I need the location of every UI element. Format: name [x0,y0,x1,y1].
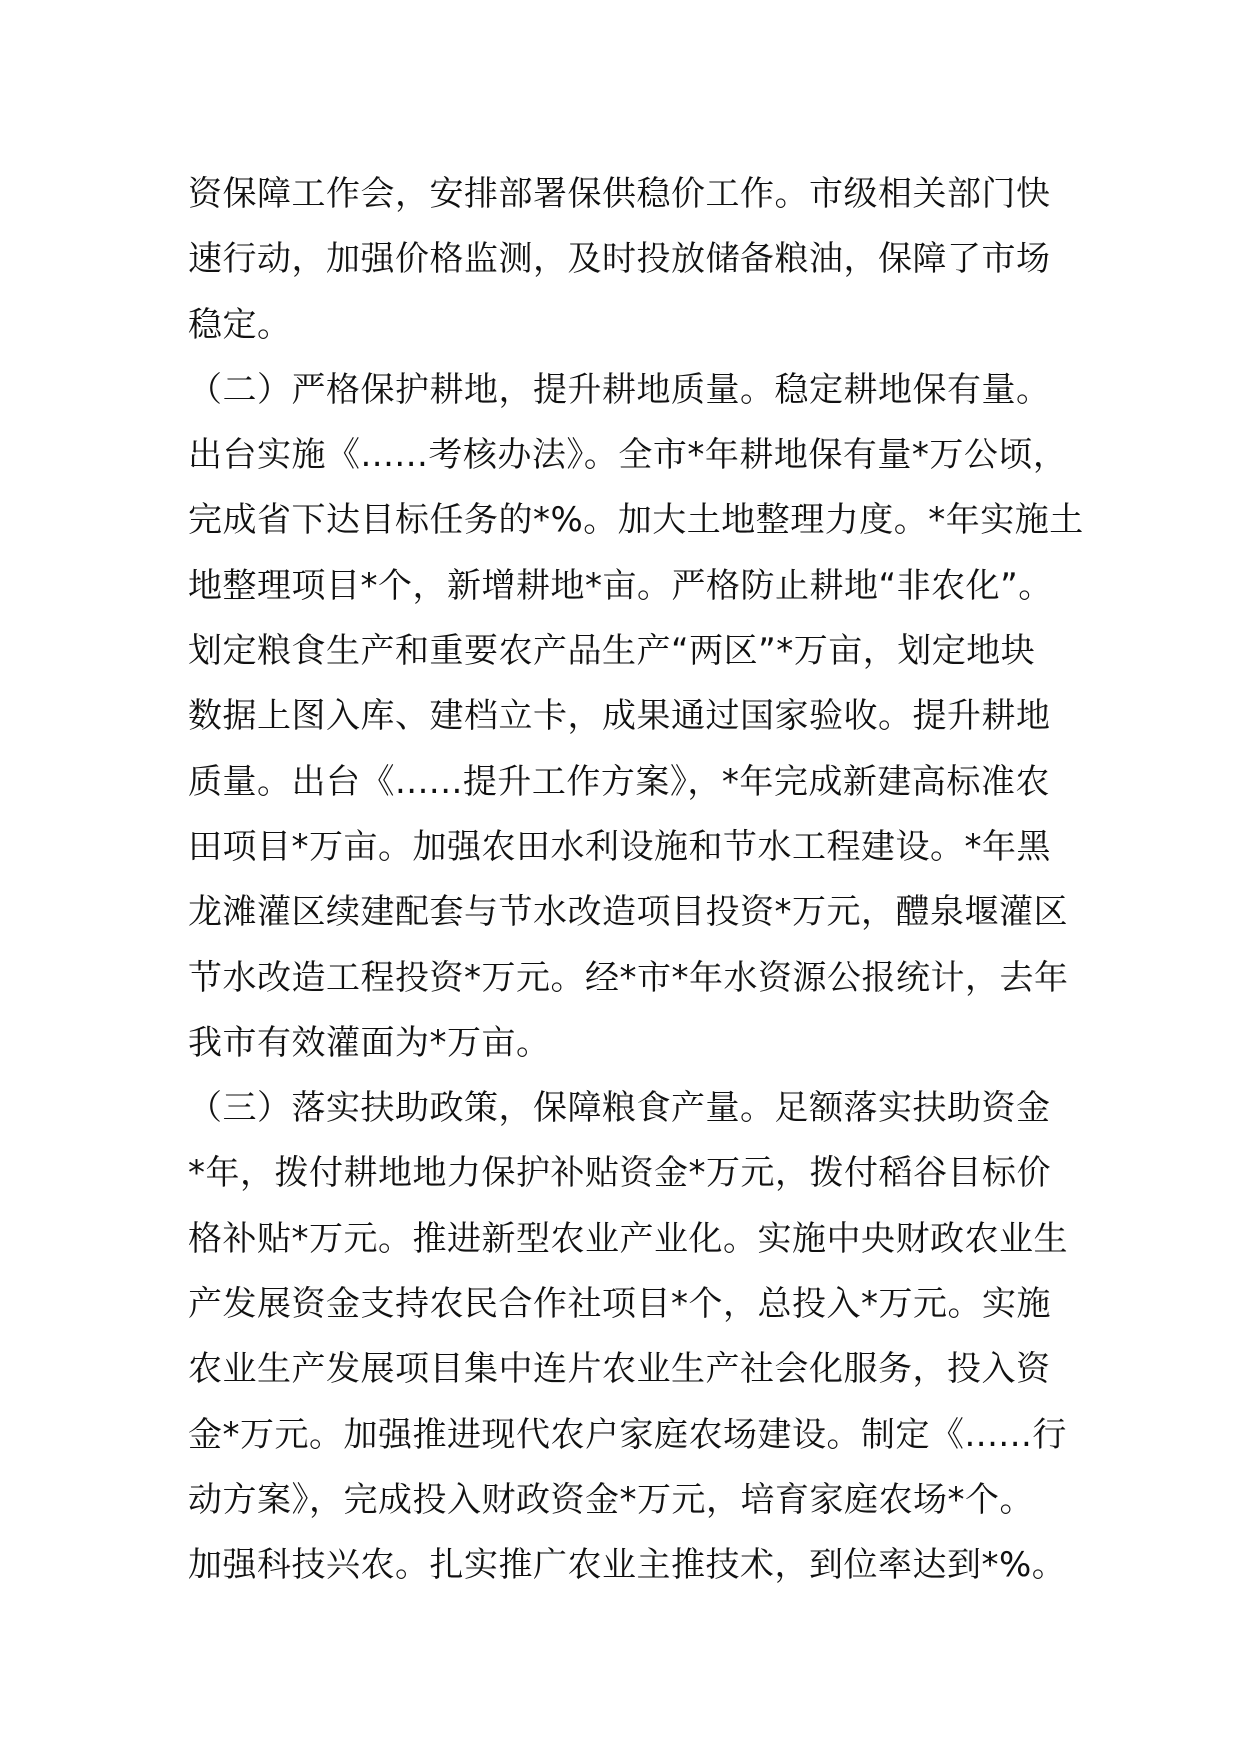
text-line-1: 资保障工作会，安排部署保供稳价工作。市级相关部门快 [188,174,1051,214]
text-line-3: 稳定。 [188,304,292,345]
text-line-20: 金*万元。加强推进现代农户家庭农场建设。制定《......行 [188,1414,1067,1455]
text-line-14: 我市有效灌面为*万亩。 [188,1022,551,1063]
body-text [188,162,1088,1599]
text-line-2: 速行动，加强价格监测，及时投放储备粮油，保障了市场 [188,239,1051,280]
section-heading-2: （二）严格保护耕地，提升耕地质量。稳定耕地保有量。 [188,369,1051,410]
text-line-11: 田项目*万亩。加强农田水利设施和节水工程建设。*年黑 [188,826,1051,867]
section-heading-3: （三）落实扶助政策，保障粮食产量。足额落实扶助资金 [188,1088,1051,1129]
text-line-21: 动方案》，完成投入财政资金*万元，培育家庭农场*个。 [188,1479,1034,1520]
text-line-9: 数据上图入库、建档立卡，成果通过国家验收。提升耕地 [188,696,1051,737]
text-line-22: 加强科技兴农。扎实推广农业主推技术，到位率达到*%。 [188,1545,1067,1586]
text-line-10: 质量。出台《......提升工作方案》，*年完成新建高标准农 [188,761,1050,802]
text-line-13: 节水改造工程投资*万元。经*市*年水资源公报统计，去年 [188,957,1069,998]
text-line-5: 出台实施《......考核办法》。全市*年耕地保有量*万公顷， [188,435,1068,476]
text-line-7: 地整理项目*个，新增耕地*亩。严格防止耕地“非农化”。 [188,565,1053,606]
text-line-17: 格补贴*万元。推进新型农业产业化。实施中央财政农业生 [188,1218,1068,1259]
text-line-19: 农业生产发展项目集中连片农业生产社会化服务，投入资 [188,1349,1051,1390]
text-line-18: 产发展资金支持农民合作社项目*个，总投入*万元。实施 [188,1284,1051,1325]
text-line-6: 完成省下达目标任务的*%。加大土地整理力度。*年实施土 [188,500,1084,541]
text-line-16: *年，拨付耕地地力保护补贴资金*万元，拨付稻谷目标价 [188,1153,1051,1194]
text-line-8: 划定粮食生产和重要农产品生产“两区”*万亩，划定地块 [188,631,1036,672]
text-line-12: 龙滩灌区续建配套与节水改造项目投资*万元，醴泉堰灌区 [188,892,1068,933]
